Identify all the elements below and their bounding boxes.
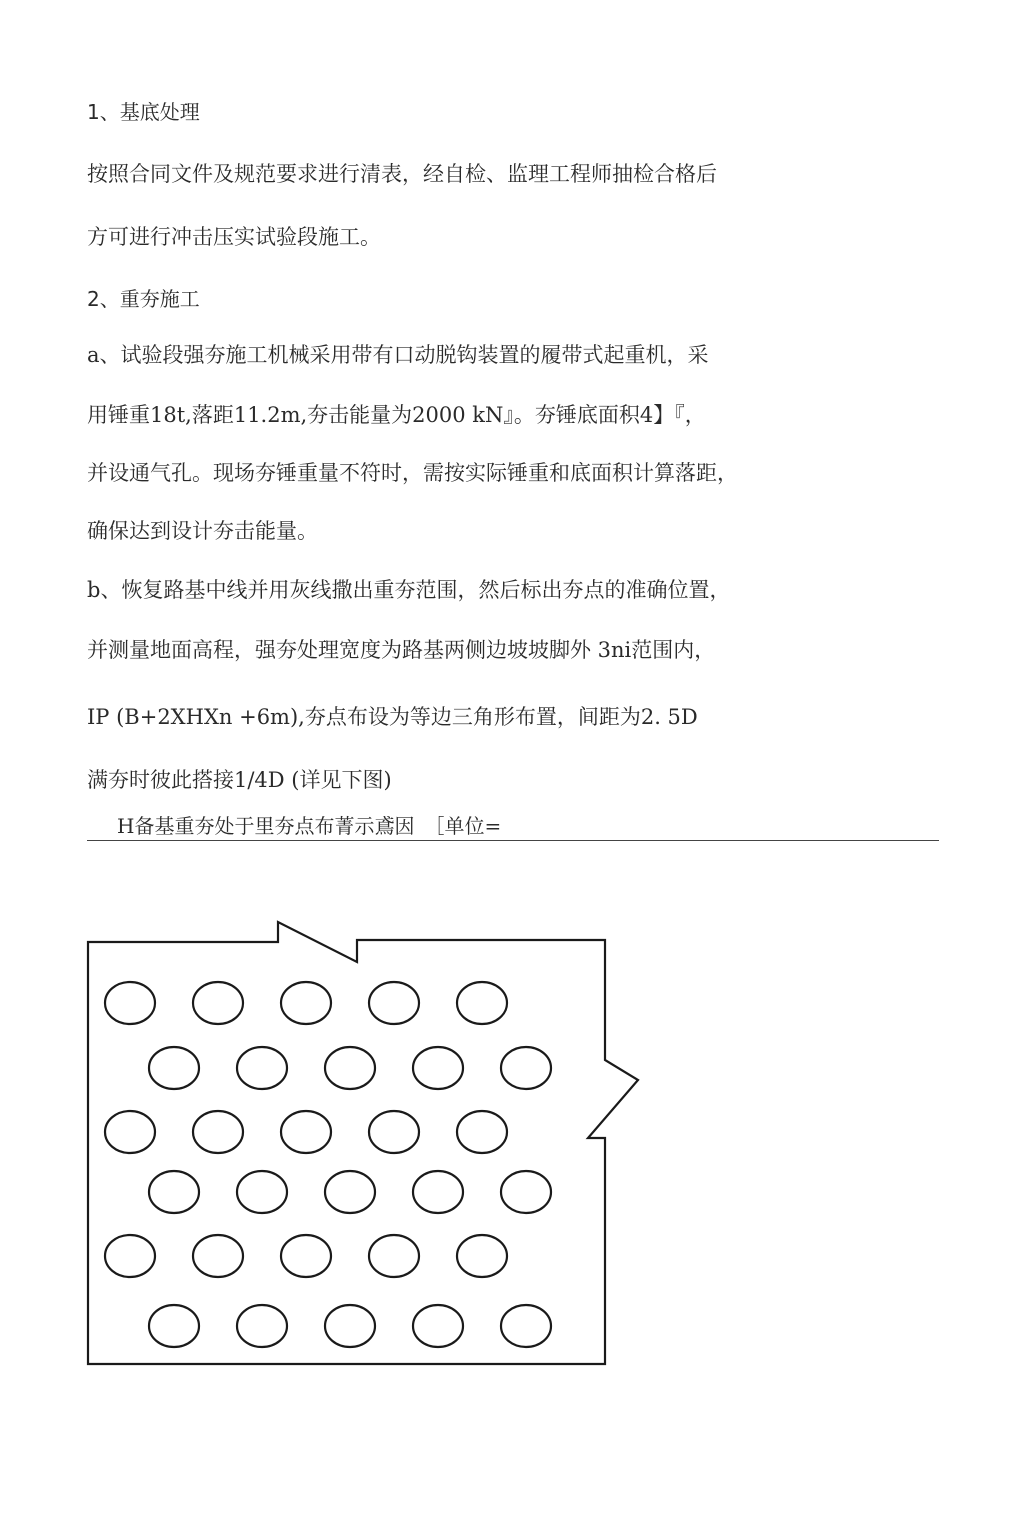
section-2-text-line-4: 确保达到设计夯击能量。	[87, 519, 318, 543]
tamping-point	[325, 1171, 375, 1213]
tamping-point	[149, 1171, 199, 1213]
tamping-point	[413, 1171, 463, 1213]
tamping-point	[457, 1111, 507, 1153]
section-2-text-line-5: b、恢复路基中线并用灰线撒出重夯范围，然后标出夯点的准确位置，	[87, 578, 731, 602]
treatment-area-outline	[88, 922, 638, 1364]
tamping-point	[457, 1235, 507, 1277]
section-2-heading: 2、重夯施工	[87, 287, 200, 311]
section-2-text-line-8: 满夯时彼此搭接1/4D (详见下图)	[87, 768, 392, 792]
tamping-point	[237, 1047, 287, 1089]
tamping-point	[193, 1111, 243, 1153]
tamping-point	[281, 1111, 331, 1153]
section-1-heading: 1、基底处理	[87, 100, 200, 124]
section-2-text-line-7: IP (B+2XHXn +6m),夯点布设为等边三角形布置，间距为2. 5D	[87, 705, 698, 729]
tamping-point	[457, 982, 507, 1024]
tamping-point	[193, 982, 243, 1024]
section-2-text-line-2: 用锤重18t,落距11.2m,夯击能量为2000 kN』。夯锤底面积4】『，	[87, 403, 706, 427]
tamping-point	[413, 1305, 463, 1347]
tamping-point	[369, 1111, 419, 1153]
section-2-text-line-6: 并测量地面高程，强夯处理宽度为路基两侧边坡坡脚外 3ni范围内，	[87, 638, 716, 662]
section-1-text-line-1: 按照合同文件及规范要求进行清表，经自检、监理工程师抽检合格后	[87, 162, 717, 186]
tamping-point	[281, 1235, 331, 1277]
tamping-point	[413, 1047, 463, 1089]
tamping-point	[325, 1047, 375, 1089]
tamping-point	[105, 1111, 155, 1153]
tamping-point	[149, 1305, 199, 1347]
tamping-point	[369, 1235, 419, 1277]
tamping-point	[105, 982, 155, 1024]
section-2-text-line-1: a、试验段强夯施工机械采用带有口动脱钩装置的履带式起重机，采	[87, 343, 709, 367]
section-1-text-line-2: 方可进行冲击压实试验段施工。	[87, 225, 381, 249]
tamping-point	[149, 1047, 199, 1089]
tamping-point	[237, 1171, 287, 1213]
tamping-point	[325, 1305, 375, 1347]
tamping-point	[105, 1235, 155, 1277]
tamping-point	[281, 982, 331, 1024]
tamping-point	[501, 1047, 551, 1089]
tamping-point	[501, 1305, 551, 1347]
tamping-point	[501, 1171, 551, 1213]
tamping-point	[193, 1235, 243, 1277]
figure-caption: H备基重夯处于里夯点布菁示鳶因 ［单位=	[117, 814, 502, 838]
section-2-text-line-3: 并设通气孔。现场夯锤重量不符时，需按实际锤重和底面积计算落距，	[87, 461, 738, 485]
tamping-points	[105, 982, 551, 1347]
tamping-point	[369, 982, 419, 1024]
tamping-point	[237, 1305, 287, 1347]
